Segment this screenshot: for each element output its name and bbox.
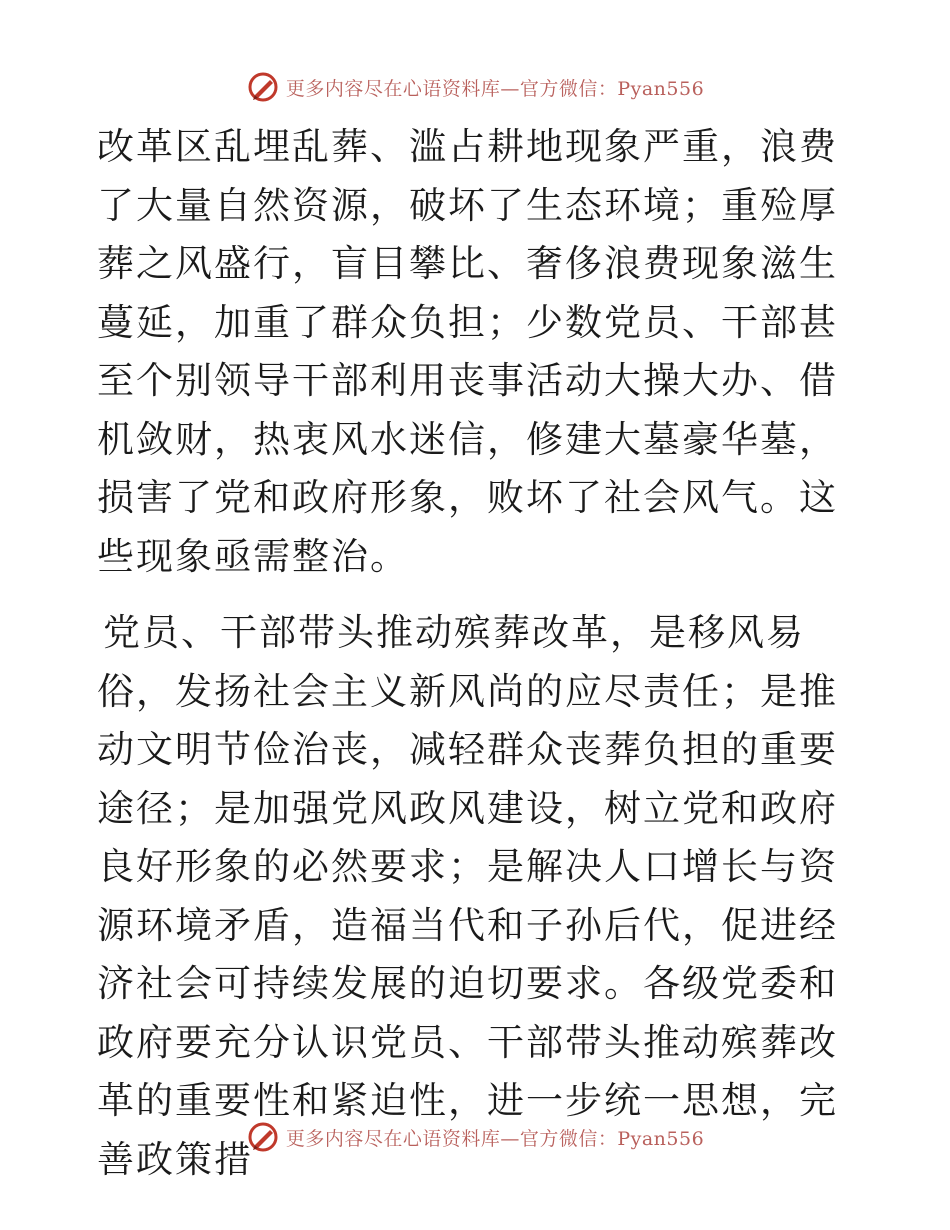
watermark-text: 更多内容尽在心语资料库—官方微信：Pyan556 — [285, 1127, 705, 1150]
paragraph: 改革区乱埋乱葬、滥占耕地现象严重，浪费了大量自然资源，破坏了生态环境；重殓厚葬之风盛行，盲目攀比、奢侈浪费现象滋生蔓延，加重了群众负担；少数党员、干部甚至个别领导干部利用丧事活动大操大办、借机敛财，热衷风水迷信，修建大墓豪华墓，损害了党和政府形象，败坏了社会风气。这些现象亟需整治。 — [97, 125, 838, 578]
watermark-text: 更多内容尽在心语资料库—官方微信：Pyan556 — [285, 77, 705, 100]
paragraph: 党员、干部带头推动殡葬改革，是移风易俗，发扬社会主义新风尚的应尽责任；是推动文明节俭治丧，减轻群众丧葬负担的重要途径；是加强党风政风建设，树立党和政府良好形象的必然要求；是解决人口增长与资源环境矛盾，造福当代和子孙后代，促进经济社会可持续发展的迫切要求。各级党委和政府要充分认识党员、干部带头推动殡葬改革的重要性和紧迫性，进一步统一思想，完善政策措 — [97, 611, 838, 1181]
page-footer-watermark — [0, 1120, 950, 1154]
page-header-watermark — [0, 70, 950, 104]
pen-logo-icon — [246, 1120, 280, 1154]
document-body — [97, 118, 857, 1189]
pen-logo-icon — [246, 70, 280, 104]
